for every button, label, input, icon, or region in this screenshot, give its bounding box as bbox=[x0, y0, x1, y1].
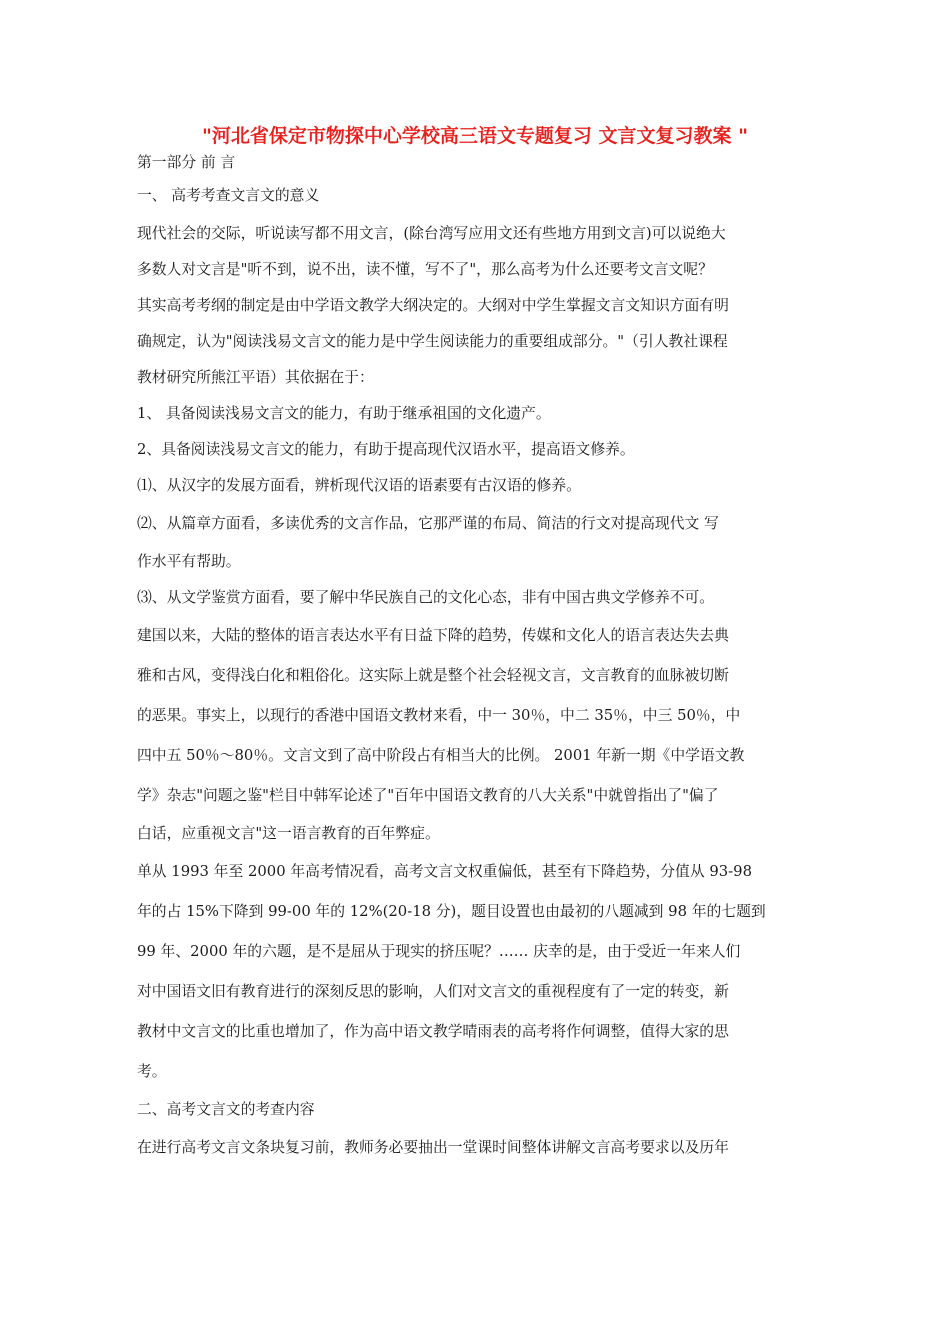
list-item: 1、 具备阅读浅易文言文的能力，有助于继承祖国的文化遗产。 bbox=[137, 405, 551, 422]
subsection-heading: 一、 高考考查文言文的意义 bbox=[137, 187, 320, 204]
paragraph-line: 99 年、2000 年的六题，是不是屈从于现实的挤压呢？…… 庆幸的是，由于受近一年来人们 bbox=[137, 943, 741, 960]
section-heading: 第一部分 前 言 bbox=[137, 154, 236, 171]
paragraph-line: 雅和古风，变得浅白化和粗俗化。这实际上就是整个社会轻视文言，文言教育的血脉被切断 bbox=[137, 667, 729, 684]
paragraph-line: 对中国语文旧有教育进行的深刻反思的影响，人们对文言文的重视程度有了一定的转变，新 bbox=[137, 983, 729, 1000]
paragraph-line: 学》杂志"问题之鉴"栏目中韩军论述了"百年中国语文教育的八大关系"中就曾指出了"偏了 bbox=[137, 787, 719, 804]
paragraph-line: 现代社会的交际，听说读写都不用文言，(除台湾写应用文还有些地方用到文言)可以说绝大 bbox=[137, 225, 726, 242]
paragraph-line: 其实高考考纲的制定是由中学语文教学大纲决定的。大纲对中学生掌握文言文知识方面有明 bbox=[137, 297, 729, 314]
paragraph-line: 确规定，认为"阅读浅易文言文的能力是中学生阅读能力的重要组成部分。"（引人教社课程 bbox=[137, 333, 728, 350]
list-item: ⑴、从汉字的发展方面看，辨析现代汉语的语素要有古汉语的修养。 bbox=[137, 477, 581, 494]
paragraph-line: 作水平有帮助。 bbox=[137, 553, 241, 570]
list-item: ⑶、从文学鉴赏方面看，要了解中华民族自己的文化心态，非有中国古典文学修养不可。 bbox=[137, 589, 715, 606]
paragraph-line: 单从 1993 年至 2000 年高考情况看，高考文言文权重偏低，甚至有下降趋势，分值从 93-98 bbox=[137, 863, 752, 880]
paragraph-line: 建国以来，大陆的整体的语言表达水平有日益下降的趋势，传媒和文化人的语言表达失去典 bbox=[137, 627, 729, 644]
paragraph-line: 年的占 15%下降到 99-00 年的 12%(20-18 分)，题目设置也由最初的八题减到 98 年的七题到 bbox=[137, 903, 766, 920]
paragraph-line: 考。 bbox=[137, 1063, 167, 1080]
subsection-heading: 二、高考文言文的考查内容 bbox=[137, 1101, 315, 1118]
paragraph-line: 教材研究所熊江平语）其依据在于： bbox=[137, 369, 374, 386]
document-body bbox=[137, 150, 817, 1168]
document-title: "河北省保定市物探中心学校高三语文专题复习 文言文复习教案 " bbox=[201, 125, 749, 147]
paragraph-line: 白话，应重视文言"这一语言教育的百年弊症。 bbox=[137, 825, 440, 842]
list-item: 2、具备阅读浅易文言文的能力，有助于提高现代汉语水平，提高语文修养。 bbox=[137, 441, 635, 458]
paragraph-line: 四中五 50％～80％。文言文到了高中阶段占有相当大的比例。 2001 年新一期《中学语文教 bbox=[137, 747, 745, 764]
paragraph-line: 的恶果。事实上，以现行的香港中国语文教材来看，中一 30％，中二 35％，中三 50％，中 bbox=[137, 707, 741, 724]
paragraph-line: 多数人对文言是"听不到，说不出，读不懂，写不了"，那么高考为什么还要考文言文呢？ bbox=[137, 261, 713, 278]
list-item: ⑵、从篇章方面看，多读优秀的文言作品，它那严谨的布局、简洁的行文对提高现代文 写 bbox=[137, 515, 719, 532]
paragraph-line: 在进行高考文言文条块复习前，教师务必要抽出一堂课时间整体讲解文言高考要求以及历年 bbox=[137, 1139, 729, 1156]
paragraph-line: 教材中文言文的比重也增加了，作为高中语文教学晴雨表的高考将作何调整，值得大家的思 bbox=[137, 1023, 729, 1040]
